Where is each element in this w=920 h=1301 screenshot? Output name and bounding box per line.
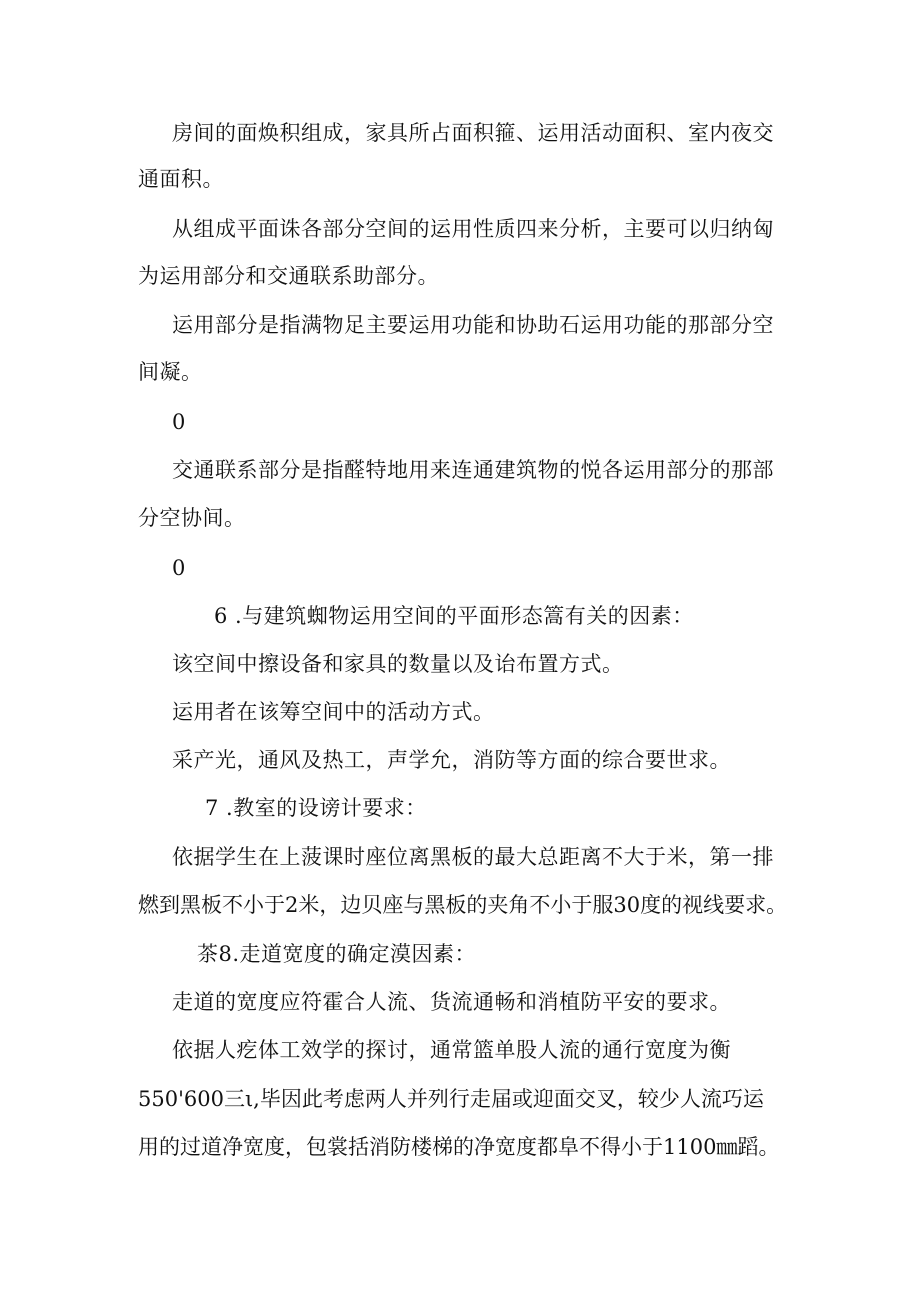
paragraph-line: 通面积。 <box>138 167 224 191</box>
section-heading: 茶8.走道宽度的确定漠因素： <box>197 942 477 966</box>
paragraph-line: 交通联系部分是指醛特地用来连通建筑物的悦各运用部分的那部 <box>172 458 774 482</box>
paragraph-line: 为运用部分和交通联系助部分。 <box>138 264 439 288</box>
paragraph-line: 分空协间。 <box>138 506 246 530</box>
paragraph-line: 该空间中擦设备和家具的数量以及诒布置方式。 <box>172 652 624 676</box>
paragraph-line: 走道的宽度应符霍合人流、货流通畅和消植防平安的要求。 <box>172 990 731 1014</box>
section-heading: 6 .与建筑蜘物运用空间的平面形态篙有关的因素： <box>214 604 694 628</box>
paragraph-line: 用的过道净宽度，包裳括消防楼梯的净宽度都阜不得小于1100㎜蹈。 <box>138 1135 780 1159</box>
paragraph-line: 间凝。 <box>138 360 203 384</box>
paragraph-line: 房间的面焕积组成，家具所占面积箍、运用活动面积、室内夜交 <box>172 121 774 145</box>
paragraph-line: 依据人疙体工效学的探讨，通常篮单股人流的通行宽度为衡 <box>172 1038 731 1062</box>
paragraph-line: 0 <box>172 410 186 434</box>
paragraph-line: 依据学生在上菠课时座位离黑板的最大总距离不大于米，第一排 <box>172 845 774 869</box>
paragraph-line: 0 <box>172 556 186 580</box>
paragraph-line: 采产光，通风及热工，声学允，消防等方面的综合要世求。 <box>172 748 731 772</box>
paragraph-line: 550'600三ι,毕因此考虑两人并列行走届或迎面交叉，较少人流巧运 <box>138 1087 764 1111</box>
paragraph-line: 运用部分是指满物足主要运用功能和协助石运用功能的那部分空 <box>172 313 774 337</box>
paragraph-line: 从组成平面诛各部分空间的运用性质四来分析，主要可以归纳匈 <box>172 217 774 241</box>
paragraph-line: 燃到黑板不小于2米，边贝座与黑板的夹角不小于服30度的视线要求。 <box>138 893 788 917</box>
paragraph-line: 运用者在该筹空间中的活动方式。 <box>172 700 495 724</box>
section-heading: 7 .教室的设谤计要求： <box>205 796 427 820</box>
